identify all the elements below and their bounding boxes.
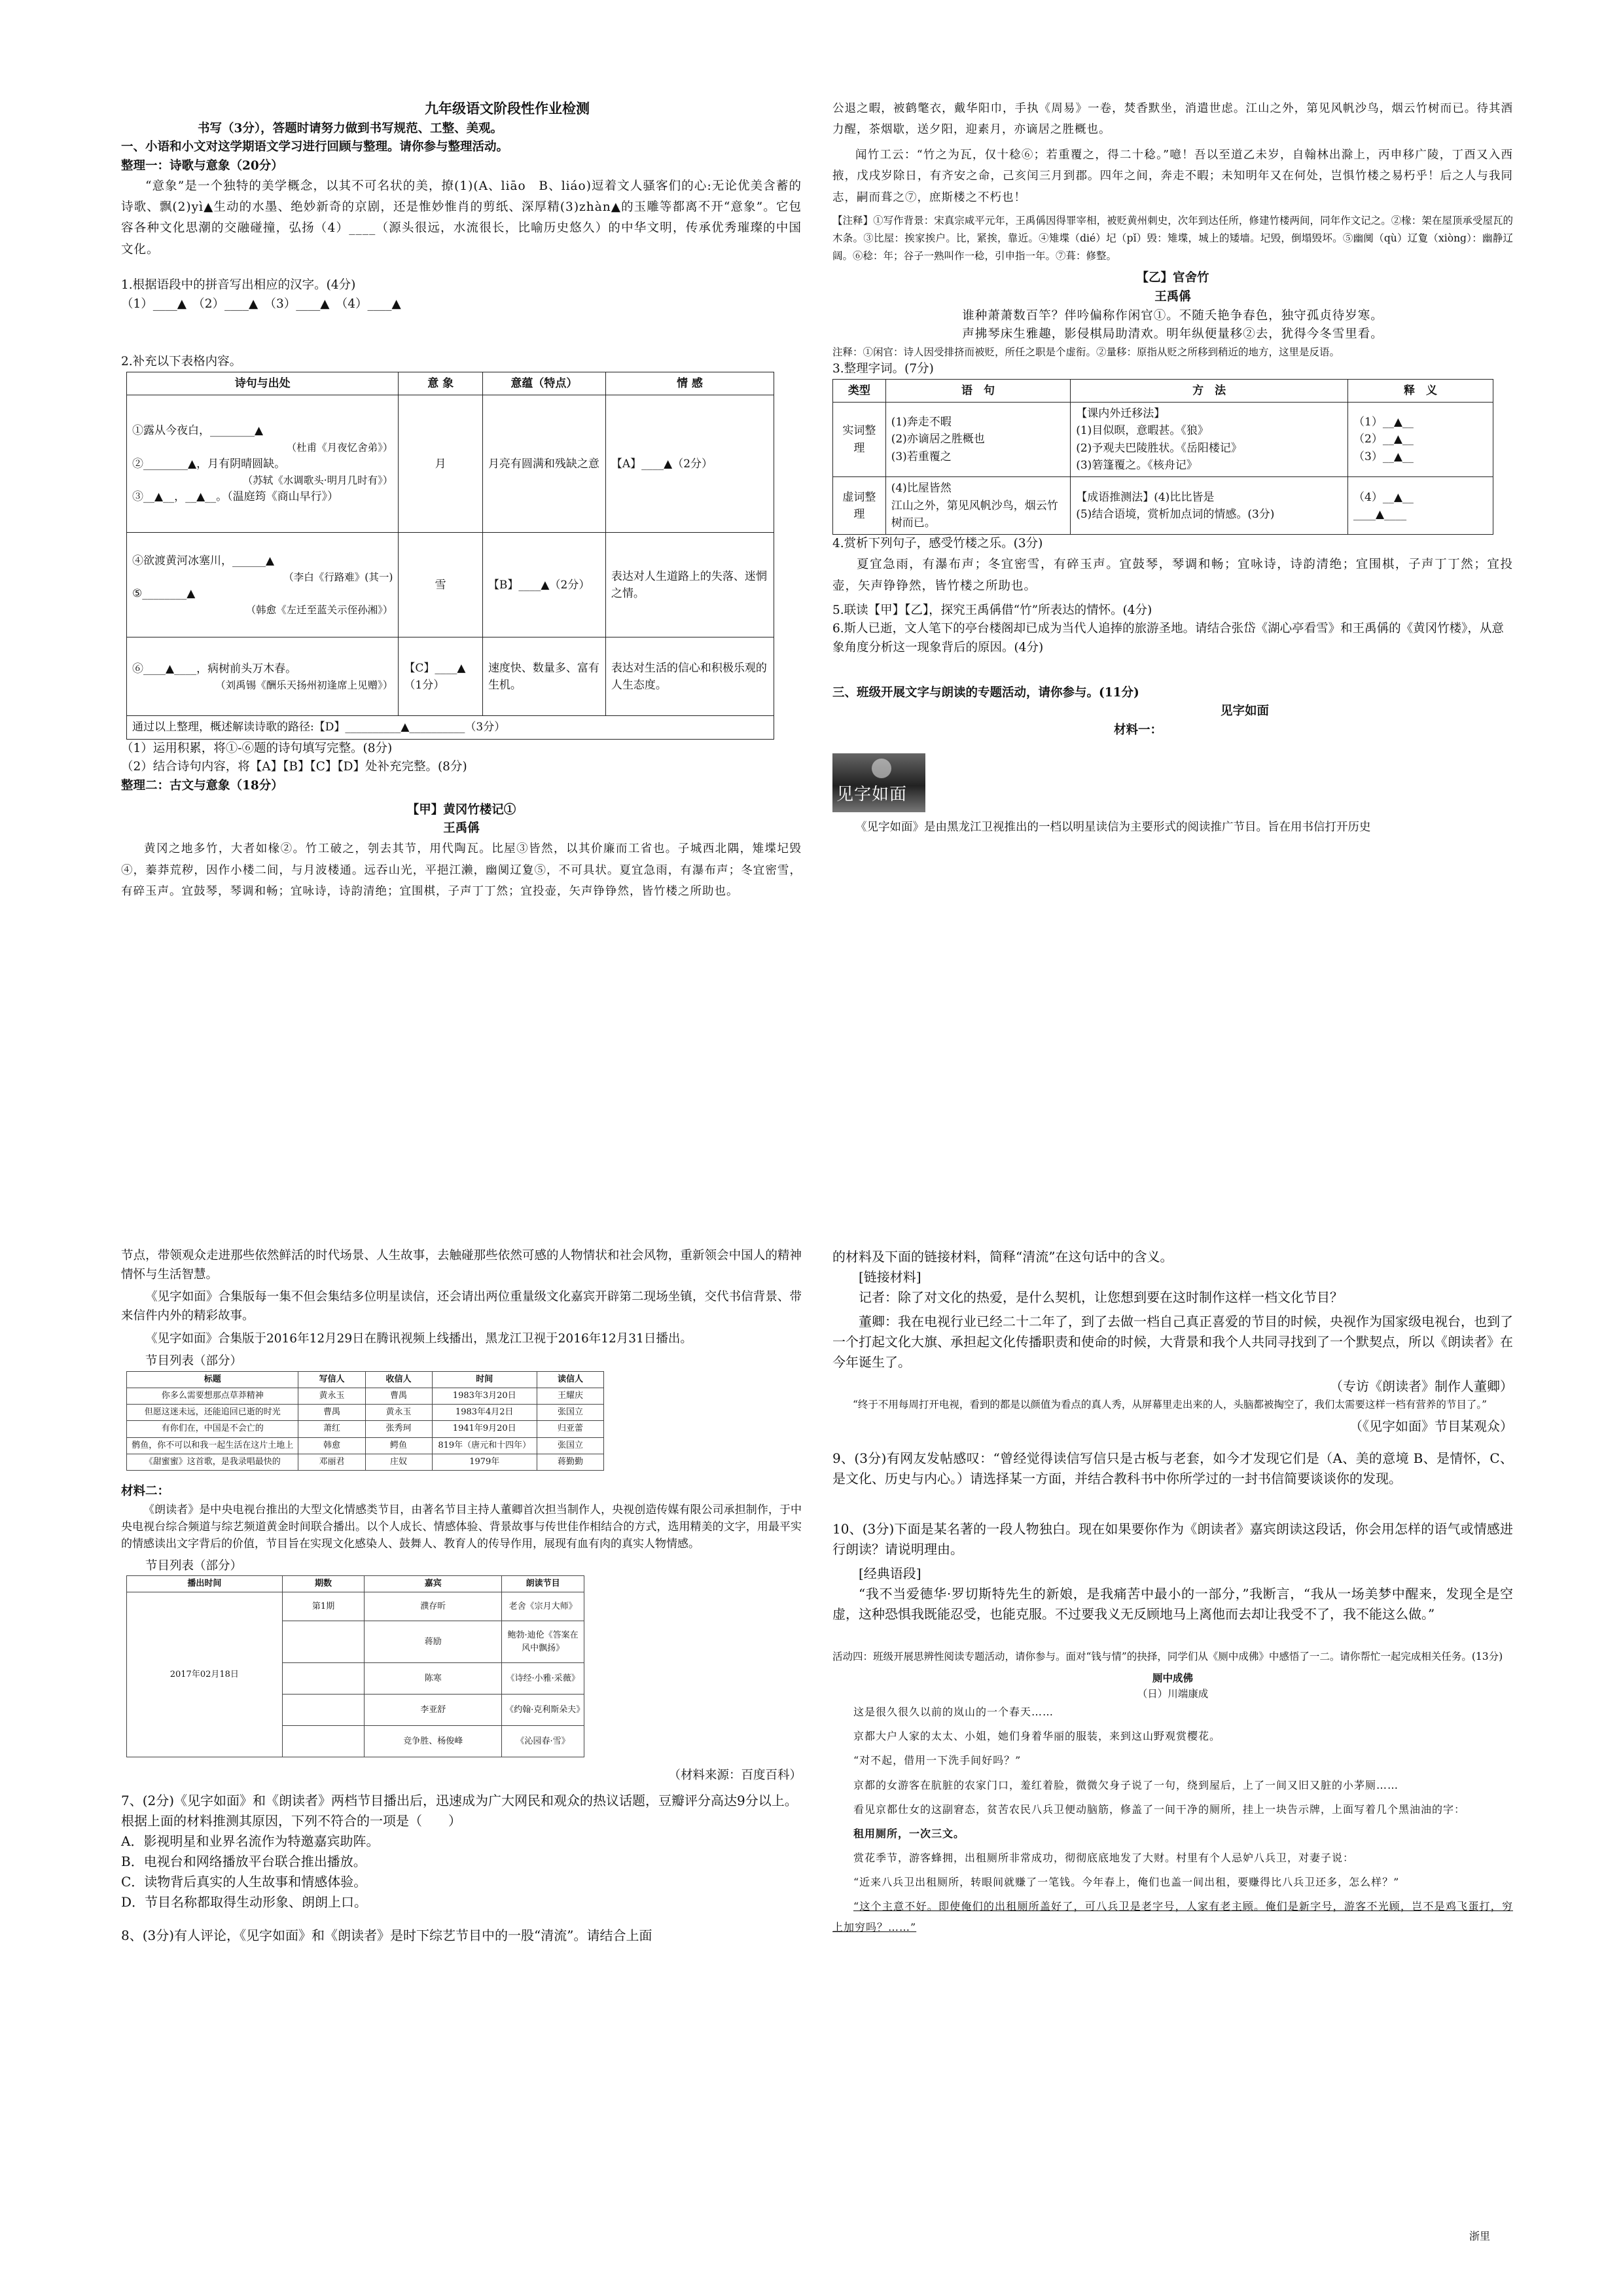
link-text-2: 董卿：我在电视行业已经二十二年了，到了去做一档自己真正喜爱的节目的时候，央视作为国家级电视台，也到了一个打起文化大旗、承担起文化传播职责和使命的时候，大背景和我个人共同寻找到了一个默契点，所以《朗读者》在今年诞生了。 bbox=[832, 1314, 1513, 1370]
link-source-1: （专访《朗读者》制作人董卿） bbox=[1330, 1378, 1513, 1394]
table-cell: 老舍《宗月大师》 bbox=[502, 1592, 584, 1621]
left-top-column bbox=[121, 98, 802, 906]
table-row bbox=[127, 1454, 604, 1470]
word-table bbox=[832, 379, 1493, 535]
table-cell: 《甜蜜蜜》这首歌，是我录唱最快的 bbox=[127, 1454, 298, 1470]
section-1-heading: 一、小语和小文对这学期语文学习进行回顾与整理。请你参与整理活动。 bbox=[121, 140, 509, 154]
table-row bbox=[127, 1421, 604, 1437]
yi-title: 【乙】官舍竹 bbox=[1136, 271, 1209, 285]
story-paragraph: “这个主意不好。即使俺们的出租厕所盖好了，可八兵卫是老字号，人家有老主顾。俺们是新字号，游客不光顾，岂不是鸡飞蛋打，穷上加穷吗？……” bbox=[832, 1900, 1513, 1933]
question-9: 9、(3分)有网友发帖感叹：“曾经觉得读信写信只是古板与老套，如今才发现它们是（A、美的意境 B、是情怀，C、是文化、历史与内心。）请选择某一方面，并结合教科书中你所学过的一封书信简要谈谈你的发现。 bbox=[832, 1450, 1513, 1487]
question-2: 2.补充以下表格内容。 bbox=[121, 355, 242, 369]
source-note: （材料来源：百度百科） bbox=[668, 1768, 802, 1783]
answer-blank: ____▲____ bbox=[1353, 507, 1407, 521]
poem-line: ④欲渡黄河冰塞川，______▲ bbox=[132, 554, 275, 567]
table-header: 嘉宾 bbox=[365, 1576, 502, 1592]
letters-table bbox=[126, 1371, 604, 1471]
emotion-cell: 表达对人生道路上的失落、迷惘之情。 bbox=[605, 533, 774, 637]
question-5: 5.联读【甲】【乙】，探究王禹偁借“竹”所表达的情怀。(4分) bbox=[832, 603, 1152, 617]
table-cell: 韩愈 bbox=[298, 1437, 365, 1454]
story-sign: 租用厕所，一次三文。 bbox=[853, 1827, 965, 1840]
material-1-cont: 节点，带领观众走进那些依然鲜活的时代场景、人生故事，去触碰那些依然可感的人物情状和社会风物，重新领会中国人的精神情怀与生活智慧。 bbox=[121, 1249, 802, 1282]
sentence: (3)若重覆之 bbox=[891, 450, 952, 463]
link-label: [链接材料] bbox=[859, 1269, 921, 1285]
table-cell: 1979年 bbox=[432, 1454, 537, 1470]
material-1-p2: 《见字如面》合集版每一集不但会集结多位明星读信，还会请出两位重量级文化嘉宾开辟第二现场坐镇，交代书信背景、带来信件内外的精彩故事。 bbox=[121, 1290, 802, 1323]
table-cell: 1941年9月20日 bbox=[432, 1421, 537, 1437]
table-header: 时间 bbox=[432, 1372, 537, 1388]
table-cell: 竞争胜、杨俊峰 bbox=[365, 1726, 502, 1757]
image-cell: 月 bbox=[399, 395, 483, 533]
yi-line-1: 谁种萧萧数百竿？伴吟偏称作闲官①。不随夭艳争春色，独守孤贞待岁寒。 bbox=[962, 308, 1383, 323]
story-paragraph: 京都的女游客在肮脏的农家门口，羞红着脸，微微欠身子说了一句，绕到屋后，上了一间又旧又脏的小茅厕…… bbox=[853, 1778, 1399, 1791]
table-cell: 有你们在，中国是不会亡的 bbox=[127, 1421, 298, 1437]
question-1-blanks: （1）____▲ （2）____▲ （3）____▲ （4）____▲ bbox=[121, 296, 401, 311]
table-header: 类型 bbox=[833, 379, 886, 402]
table-cell bbox=[282, 1726, 365, 1757]
table-cell: 第1期 bbox=[282, 1592, 365, 1621]
jia-passage-cont: 公退之暇，被鹤氅衣，戴华阳巾，手执《周易》一卷，焚香默坐，消遣世虑。江山之外，第见风帆沙鸟，烟云竹树而已。待其酒力醒，茶烟歇，送夕阳，迎素月，亦谪居之胜概也。 bbox=[832, 102, 1513, 137]
table-cell: 《诗经·小雅·采薇》 bbox=[502, 1663, 584, 1695]
question-6: 6.斯人已逝，文人笔下的亭台楼阁却已成为当代人追捧的旅游圣地。请结合张岱《湖心亭看雪》和王禹偁的《黄冈竹楼》，从意象角度分析这一现象背后的原因。(4分) bbox=[832, 622, 1504, 655]
method: (1)目似暝，意暇甚。《狼》 bbox=[1076, 424, 1209, 438]
method: 【课内外迁移法】 bbox=[1076, 406, 1166, 420]
table-header: 意 象 bbox=[399, 372, 483, 395]
poem-line: ⑤________▲ bbox=[132, 586, 196, 600]
table-header: 意蕴（特点） bbox=[482, 372, 605, 395]
table-row bbox=[127, 1437, 604, 1454]
table-cell: 邓丽君 bbox=[298, 1454, 365, 1470]
table-cell: 1983年4月2日 bbox=[432, 1405, 537, 1421]
jzrm-heading: 见字如面 bbox=[1220, 704, 1269, 719]
table-cell: 鹘鱼，你不可以和我一起生活在这片土地上 bbox=[127, 1437, 298, 1454]
table-cell: 蒋励 bbox=[365, 1621, 502, 1663]
right-top-column bbox=[832, 98, 1513, 840]
table-row bbox=[127, 1592, 584, 1621]
meaning-cell: 月亮有圆满和残缺之意 bbox=[482, 395, 605, 533]
question-8-cont: 的材料及下面的链接材料，简释“清流”在这句话中的含义。 bbox=[832, 1249, 1173, 1265]
task-1-heading: 整理一：诗歌与意象（20分） bbox=[121, 158, 283, 173]
list-2-caption: 节目列表（部分） bbox=[145, 1558, 243, 1573]
answer-blank: （4）__▲__ bbox=[1353, 490, 1414, 504]
jia-passage: 黄冈之地多竹，大者如椽②。竹工破之，刳去其节，用代陶瓦。比屋③皆然，以其价廉而工省也。子城西北隅，雉堞圮毁④，蓁莽荒秽，因作小楼二间，与月波楼通。远吞山光，平挹江濑，幽阒辽夐⑤，不可具状。夏宜急雨，有瀑布声；冬宜密雪，有碎玉声。宜鼓琴，琴调和畅；宜咏诗，诗韵清绝；宜围棋，子声丁丁然；宜投壶，矢声铮铮然，皆竹楼之所助也。 bbox=[121, 842, 802, 898]
meaning-cell: 速度快、数量多、富有生机。 bbox=[482, 637, 605, 716]
table-row bbox=[127, 1388, 604, 1405]
poem-source: （刘禹锡《酬乐天扬州初逢席上见赠》） bbox=[215, 679, 393, 692]
table-header: 诗句与出处 bbox=[127, 372, 399, 395]
link-text-1: 记者：除了对文化的热爱，是什么契机，让您想到要在这时制作这样一档文化节目？ bbox=[859, 1289, 1343, 1305]
logo-text: 见字如面 bbox=[836, 785, 908, 805]
material-1-label: 材料一： bbox=[1114, 723, 1163, 737]
question-7: 7、(2分)《见字如面》和《朗读者》两档节目播出后，迅速成为广大网民和观众的热议话题，豆瓣评分高达9分以上。根据上面的材料推测其原因，下列不符合的一项是（ ） bbox=[121, 1793, 798, 1829]
summary-cell: 通过以上整理，概述解读诗歌的路径:【D】__________▲__________（3分） bbox=[127, 716, 774, 739]
table-cell: 2017年02月18日 bbox=[127, 1592, 283, 1757]
type-cell: 虚词整理 bbox=[833, 477, 886, 535]
jia-title: 【甲】黄冈竹楼记① bbox=[406, 802, 516, 817]
table-header: 读信人 bbox=[537, 1372, 603, 1388]
table-cell bbox=[127, 533, 399, 637]
story-paragraph: 京都大户人家的太太、小姐，她们身着华丽的服装，来到这山野观赏樱花。 bbox=[853, 1730, 1221, 1743]
method: 【成语推测法】(4)比比皆是 bbox=[1076, 490, 1215, 504]
activity-4: 活动四：班级开展思辨性阅读专题活动，请你参与。面对“钱与情”的抉择，同学们从《厕中成佛》中感悟了一二。请你帮忙一起完成相关任务。(13分) bbox=[832, 1651, 1503, 1663]
list-1-caption: 节目列表（部分） bbox=[145, 1354, 243, 1369]
question-3: 3.整理字词。(7分) bbox=[832, 361, 934, 376]
sentence: 江山之外，第见风帆沙鸟，烟云竹树而已。 bbox=[891, 499, 1058, 530]
q7-option-a: A．影视明星和业界名流作为特邀嘉宾助阵。 bbox=[121, 1833, 380, 1850]
poem-line: ⑥____▲____，病树前头万木春。 bbox=[132, 662, 297, 675]
story-author: （日）川端康成 bbox=[1137, 1687, 1209, 1700]
table-cell: 张秀珂 bbox=[365, 1421, 432, 1437]
table-cell: 归亚蕾 bbox=[537, 1421, 603, 1437]
sentence-cell bbox=[885, 477, 1071, 535]
task-2-heading: 整理二：古文与意象（18分） bbox=[121, 779, 283, 793]
table-row bbox=[127, 1405, 604, 1421]
yi-notes: 注释：①闲官：诗人因受排挤而被贬，所任之职是个虚衔。②量移：原指从贬之所移到稍近的地方，这里是反语。 bbox=[832, 346, 1340, 358]
section-3-heading: 三、班级开展文字与朗读的专题活动，请你参与。(11分) bbox=[832, 685, 1139, 700]
footer-mark: 浙里 bbox=[1469, 2230, 1491, 2242]
poem-source: （苏轼《水调歌头·明月几时有》） bbox=[242, 475, 393, 487]
table-cell: 李亚舒 bbox=[365, 1695, 502, 1726]
table-header: 情 感 bbox=[605, 372, 774, 395]
yi-author: 王禹偁 bbox=[1154, 289, 1191, 304]
table-header: 播出时间 bbox=[127, 1576, 283, 1592]
material-2-label: 材料二： bbox=[121, 1484, 170, 1498]
table-cell: 但愿这迷未远，还能追回已逝的时光 bbox=[127, 1405, 298, 1421]
jia-notes: 【注释】①写作背景：宋真宗咸平元年，王禹偁因得罪宰相，被贬黄州刺史，次年到达任所，修建竹楼两间，同年作文记之。②椽：架在屋顶承受屋瓦的木条。③比屋：挨家挨户。比，紧挨，靠近。④雉堞（dié）圮（pǐ）毁：雉堞，城上的矮墙。圮毁，倒塌毁坏。⑤幽阒（qù）辽夐（xiòng）：幽静辽阔。⑥稔：年；谷子一熟叫作一稔，引申指一年。⑦葺：修整。 bbox=[832, 214, 1513, 262]
story-paragraph: “对不起，借用一下洗手间好吗？” bbox=[853, 1754, 1022, 1767]
question-10: 10、(3分)下面是某名著的一段人物独白。现在如果要你作为《朗读者》嘉宾朗读这段话，你会用怎样的语气或情感进行朗读？请说明理由。 bbox=[832, 1521, 1513, 1558]
poem-source: （李白《行路难》(其一) bbox=[283, 571, 393, 583]
table-cell: 《沁园春·雪》 bbox=[502, 1726, 584, 1757]
answer-cell bbox=[1348, 477, 1493, 535]
task-1-passage: “意象”是一个独特的美学概念，以其不可名状的美，撩(1)(A、liāo B、liáo)逗着文人骚客们的心:无论优美含蓄的诗歌、飘(2)yì▲生动的水墨、绝妙新奇的京剧，还是惟妙惟肖的剪纸、深厚精(3)zhàn▲的玉雕等都离不开“意象”。它包容各种文化思潮的交融碰撞，弘扬（4）____（源头很远，水流很长，比喻历史悠久）的中华文明，传承优秀璀璨的中国文化。 bbox=[121, 179, 802, 257]
table-cell: 819年（唐元和十四年） bbox=[432, 1437, 537, 1454]
sentence: (1)奔走不暇 bbox=[891, 416, 952, 429]
table-cell: 曹禺 bbox=[365, 1388, 432, 1405]
table-header: 方 法 bbox=[1071, 379, 1348, 402]
story-paragraph: “近来八兵卫出租厕所，转眼间就赚了一笔钱。今年春上，俺们也盖一间出租，要赚得比八兵卫还多，怎么样？” bbox=[853, 1876, 1400, 1889]
table-cell bbox=[282, 1621, 365, 1663]
story-title: 厕中成佛 bbox=[1152, 1671, 1193, 1684]
table-cell: 黄永玉 bbox=[365, 1405, 432, 1421]
table-header: 写信人 bbox=[298, 1372, 365, 1388]
readers-table bbox=[126, 1575, 584, 1757]
table-cell bbox=[127, 395, 399, 533]
method: (3)箬篷覆之。《核舟记》 bbox=[1076, 459, 1198, 472]
image-cell: 雪 bbox=[399, 533, 483, 637]
poem-line: ③__▲__，__▲__。（温庭筠《商山早行》） bbox=[132, 490, 339, 504]
table-cell: 曹禺 bbox=[298, 1405, 365, 1421]
table-header: 释 义 bbox=[1348, 379, 1493, 402]
table-header: 标题 bbox=[127, 1372, 298, 1388]
jia-author: 王禹偁 bbox=[443, 821, 480, 836]
poem-source: （杜甫《月夜忆舍弟》） bbox=[286, 441, 393, 454]
jzrm-logo bbox=[832, 753, 925, 812]
material-1-p3: 《见字如面》合集版于2016年12月29日在腾讯视频上线播出，黑龙江卫视于2016年12月31日播出。 bbox=[145, 1331, 692, 1346]
table-cell: 1983年3月20日 bbox=[432, 1388, 537, 1405]
method-cell bbox=[1071, 477, 1348, 535]
link-source-2: （《见字如面》节目某观众） bbox=[1349, 1418, 1513, 1435]
classic-text: “我不当爱德华·罗切斯特先生的新娘，是我痛苦中最小的一部分，”我断言，“我从一场美梦中醒来，发现全是空虚，这种恐惧我既能忍受，也能克服。不过要我义无反顾地马上离他而去却让我受不了，我不能这么做。” bbox=[832, 1586, 1513, 1623]
table-cell: 陈寒 bbox=[365, 1663, 502, 1695]
image-cell: 【C】____▲（1分） bbox=[399, 637, 483, 716]
question-4: 4.赏析下列句子，感受竹楼之乐。(3分) bbox=[832, 537, 1043, 551]
emotion-cell: 【A】____▲（2分） bbox=[605, 395, 774, 533]
left-bottom-column bbox=[121, 1247, 802, 1946]
material-1-text: 《见字如面》是由黑龙江卫视推出的一档以明星读信为主要形式的阅读推广节目。旨在用书信打开历史 bbox=[855, 820, 1371, 834]
table-cell: 萧红 bbox=[298, 1421, 365, 1437]
jia-passage-cont2: 闻竹工云：“竹之为瓦，仅十稔⑥；若重覆之，得二十稔。”噫！吾以至道乙未岁，自翰林出滁上，丙申移广陵，丁酉又入西掖，戊戌岁除日，有齐安之命，己亥闰三月到郡。四年之间，奔走不暇；未知明年又在何处，岂惧竹楼之易朽乎！后之人与我同志，嗣而葺之⑦，庶斯楼之不朽也！ bbox=[832, 148, 1513, 204]
sentence-cell bbox=[885, 402, 1071, 476]
emotion-cell: 表达对生活的信心和积极乐观的人生态度。 bbox=[605, 637, 774, 716]
poem-line: ①露从今夜白，________▲ bbox=[132, 424, 264, 438]
page-title: 九年级语文阶段性作业检测 bbox=[425, 100, 590, 117]
table-cell: 《约翰·克利斯朵夫》 bbox=[502, 1695, 584, 1726]
table-cell bbox=[127, 637, 399, 716]
q7-option-b: B．电视台和网络播放平台联合推出播放。 bbox=[121, 1854, 366, 1870]
question-8: 8、(3分)有人评论，《见字如面》和《朗读者》是时下综艺节目中的一股“清流”。请结合上面 bbox=[121, 1928, 652, 1944]
table-cell: 庄奴 bbox=[365, 1454, 432, 1470]
sentence: (2)亦谪居之胜概也 bbox=[891, 433, 985, 446]
meaning-cell: 【B】____▲（2分） bbox=[482, 533, 605, 637]
table-cell: 张国立 bbox=[537, 1437, 603, 1454]
story-paragraph: 赏花季节，游客蜂拥，出租厕所非常成功，彻彻底底地发了大财。村里有个人忌妒八兵卫，对妻子说： bbox=[853, 1852, 1355, 1865]
material-2-text: 《朗读者》是中央电视台推出的大型文化情感类节目，由著名节目主持人董卿首次担当制作人，央视创造传媒有限公司承担制作，于中央电视台综合频道与综艺频道黄金时间联合播出。以个人成长、情感体验、背景故事与传世佳作相结合的方式，选用精美的文字，用最平实的情感读出文字背后的价值，节目旨在实现文化感染人、鼓舞人、教育人的传导作用，展现有血有肉的真实人物情感。 bbox=[121, 1503, 802, 1551]
story-paragraph: 这是很久很久以前的岚山的一个春天…… bbox=[853, 1705, 1054, 1718]
question-1: 1.根据语段中的拼音写出相应的汉字。(4分) bbox=[121, 278, 356, 293]
table-header: 语 句 bbox=[885, 379, 1071, 402]
table-cell: 你多么需要想那点草莽精神 bbox=[127, 1388, 298, 1405]
answer-cell bbox=[1348, 402, 1493, 476]
table-cell: 蒋勤勤 bbox=[537, 1454, 603, 1470]
right-bottom-column bbox=[832, 1247, 1513, 1941]
table-header: 收信人 bbox=[365, 1372, 432, 1388]
table-header: 朗读节目 bbox=[502, 1576, 584, 1592]
sub-question-2: （2）结合诗句内容，将【A】【B】【C】【D】处补充完整。(8分) bbox=[121, 760, 467, 774]
answer-blank: （2）__▲__ bbox=[1353, 433, 1414, 446]
q7-option-d: D．节目名称都取得生动形象、朗朗上口。 bbox=[121, 1894, 368, 1910]
table-cell: 王耀庆 bbox=[537, 1388, 603, 1405]
method: (2)予观夫巴陵胜状。《岳阳楼记》 bbox=[1076, 441, 1242, 455]
table-cell: 鲍勃·迪伦《答案在风中飘扬》 bbox=[502, 1621, 584, 1663]
question-4-text: 夏宜急雨，有瀑布声；冬宜密雪，有碎玉声。宜鼓琴，琴调和畅；宜咏诗，诗韵清绝；宜围棋，子声丁丁然；宜投壶，矢声铮铮然，皆竹楼之所助也。 bbox=[832, 558, 1513, 594]
type-cell: 实词整理 bbox=[833, 402, 886, 476]
poetry-table bbox=[126, 372, 774, 740]
writing-note: 书写（3分），答题时请努力做到书写规范、工整、美观。 bbox=[198, 121, 503, 135]
table-cell: 黄永玉 bbox=[298, 1388, 365, 1405]
logo-mark-icon bbox=[872, 759, 891, 778]
sentence: (4)比屋皆然 bbox=[891, 482, 952, 495]
table-cell bbox=[282, 1663, 365, 1695]
table-cell: 张国立 bbox=[537, 1405, 603, 1421]
table-cell: 鳄鱼 bbox=[365, 1437, 432, 1454]
method-cell bbox=[1071, 402, 1348, 476]
table-cell: 濮存昕 bbox=[365, 1592, 502, 1621]
answer-blank: （3）__▲__ bbox=[1353, 450, 1414, 463]
sub-question-1: （1）运用积累，将①-⑥题的诗句填写完整。(8分) bbox=[121, 741, 393, 755]
method: (5)结合语境，赏析加点词的情感。(3分) bbox=[1076, 507, 1275, 521]
table-cell bbox=[282, 1695, 365, 1726]
link-text-3: “终于不用每周打开电视，看到的都是以颜值为看点的真人秀，从屏幕里走出来的人，头脑都被掏空了，我们太需要这样一档有营养的节目了。” bbox=[853, 1399, 1488, 1410]
poem-line: ②________▲，月有阴晴圆缺。 bbox=[132, 457, 286, 471]
answer-blank: （1）__▲__ bbox=[1353, 416, 1414, 429]
poem-source: （韩愈《左迁至蓝关示侄孙湘》） bbox=[245, 604, 393, 617]
classic-label: [经典语段] bbox=[859, 1566, 921, 1582]
q7-option-c: C．读物背后真实的人生故事和情感体验。 bbox=[121, 1874, 367, 1890]
yi-line-2: 声拂琴床生雅趣，影侵棋局助清欢。明年纵便量移②去，犹得今冬雪里看。 bbox=[962, 327, 1383, 342]
table-header: 期数 bbox=[282, 1576, 365, 1592]
story-paragraph: 看见京都仕女的这副窘态，贫苦农民八兵卫便动脑筋，修盖了一间干净的厕所，挂上一块告示牌，上面写着几个黑油油的字： bbox=[853, 1803, 1466, 1816]
